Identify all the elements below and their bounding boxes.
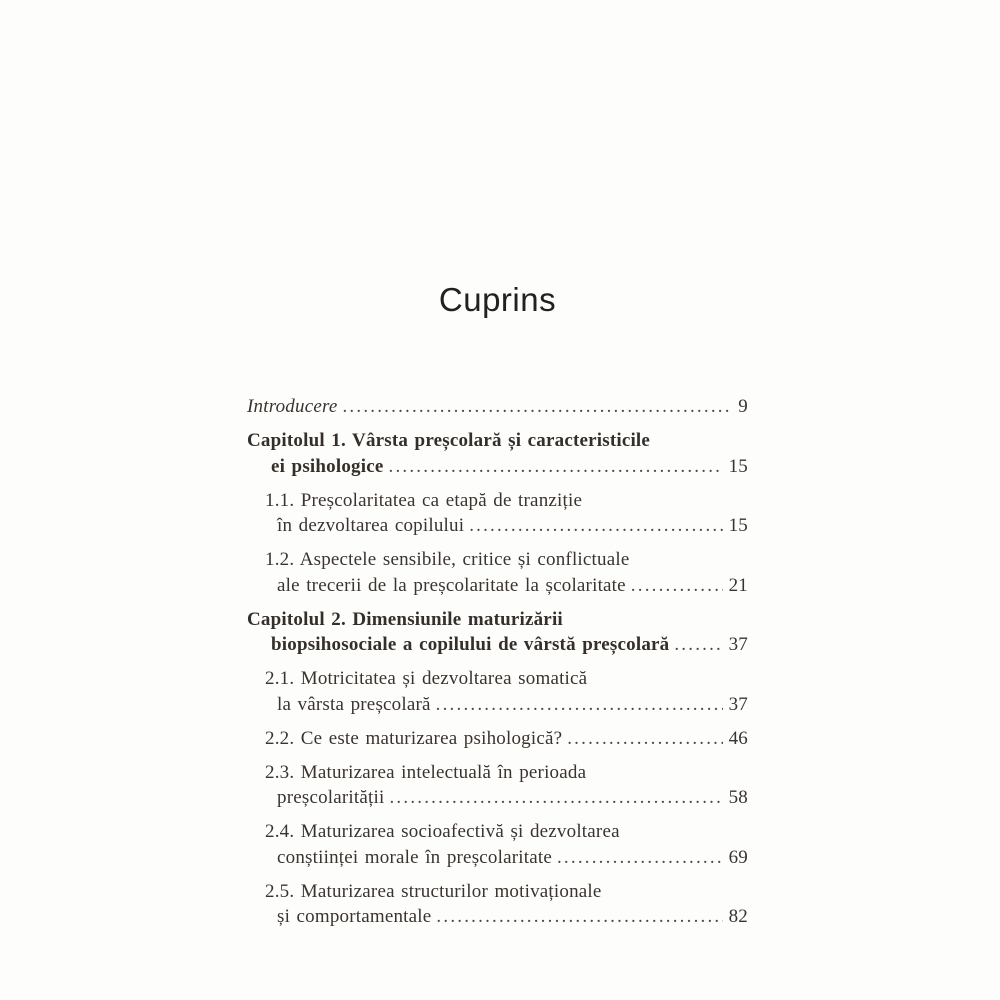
toc-entry-text: 2.3. Maturizarea intelectuală în perioada — [265, 761, 587, 783]
toc-entry-text: la vârsta preșcolară — [277, 693, 431, 715]
toc-line — [247, 607, 748, 633]
toc-line — [247, 819, 748, 845]
dot-leader — [567, 726, 722, 752]
toc-line — [247, 904, 748, 930]
toc-page-number: 82 — [728, 906, 748, 927]
toc-line — [247, 513, 748, 539]
page-content — [247, 0, 748, 938]
dot-leader — [631, 573, 723, 599]
toc-entry-text: conștiinței morale în preșcolaritate — [277, 846, 552, 868]
toc-entry-text: Capitolul 1. Vârsta preșcolară și caracteristicile — [247, 430, 651, 451]
dot-leader — [342, 394, 732, 420]
toc-entry-text: 2.4. Maturizarea socioafectivă și dezvoltarea — [265, 821, 620, 842]
toc-entry-text: Capitolul 2. Dimensiunile maturizării — [247, 608, 563, 630]
toc-page-number: 9 — [738, 396, 748, 417]
toc-line — [247, 845, 748, 871]
toc-page-number: 58 — [728, 787, 748, 808]
toc-entry-text: 2.5. Maturizarea structurilor motivaționale — [265, 880, 602, 902]
toc-line — [247, 394, 748, 420]
toc-entry-chapter-2 — [247, 607, 748, 658]
toc-entry-text: în dezvoltarea copilului — [277, 515, 465, 536]
dot-leader — [469, 513, 722, 539]
toc-page-number: 21 — [728, 574, 748, 596]
toc-line — [247, 488, 748, 514]
toc-page-number: 46 — [728, 727, 748, 749]
toc-entry-2-5 — [247, 879, 748, 930]
toc-page-number: 37 — [728, 693, 748, 715]
toc-entry-text: și comportamentale — [277, 906, 432, 927]
toc-entry-text: ei psihologice — [271, 455, 384, 477]
dot-leader — [674, 632, 722, 658]
toc-entry-text: 1.1. Preșcolaritatea ca etapă de tranziție — [265, 489, 583, 511]
toc-page-number: 37 — [728, 634, 748, 655]
toc-entry-text: biopsihosociale a copilului de vârstă preșcolară — [271, 634, 670, 655]
toc-line — [247, 726, 748, 752]
dot-leader — [557, 845, 723, 871]
toc-line — [247, 879, 748, 905]
toc-entry-1-2 — [247, 547, 748, 598]
page-title: Cuprins — [438, 281, 557, 318]
toc-page-number: 69 — [728, 846, 748, 868]
toc-entry-introducere — [247, 394, 748, 420]
dot-leader — [436, 692, 723, 718]
toc-line — [247, 573, 748, 599]
toc-entry-1-1 — [247, 488, 748, 539]
toc-entry-text: 2.2. Ce este maturizarea psihologică? — [265, 727, 563, 749]
toc-entry-text: ale trecerii de la preșcolaritate la școlaritate — [277, 574, 626, 596]
toc-line — [247, 632, 748, 658]
toc-page-number: 15 — [728, 455, 748, 477]
dot-leader — [436, 904, 722, 930]
toc-line — [247, 692, 748, 718]
toc-page-number: 15 — [728, 515, 748, 536]
toc-entry-text: 2.1. Motricitatea și dezvoltarea somatică — [265, 668, 588, 689]
toc-entry-2-4 — [247, 819, 748, 870]
toc-entry-2-2 — [247, 726, 748, 752]
toc-line — [247, 428, 748, 454]
dot-leader — [389, 454, 723, 480]
toc-line — [247, 666, 748, 692]
toc-entry-2-3 — [247, 760, 748, 811]
toc-entry-text: preșcolarității — [277, 787, 385, 808]
toc-line — [247, 454, 748, 480]
dot-leader — [389, 785, 722, 811]
toc-entry-text: Introducere — [247, 396, 338, 417]
toc-line — [247, 547, 748, 573]
toc-entry-chapter-1 — [247, 428, 748, 479]
table-of-contents — [247, 394, 748, 930]
toc-entry-text: 1.2. Aspectele sensibile, critice și conflictuale — [265, 549, 630, 570]
toc-line — [247, 760, 748, 786]
toc-line — [247, 785, 748, 811]
toc-entry-2-1 — [247, 666, 748, 717]
